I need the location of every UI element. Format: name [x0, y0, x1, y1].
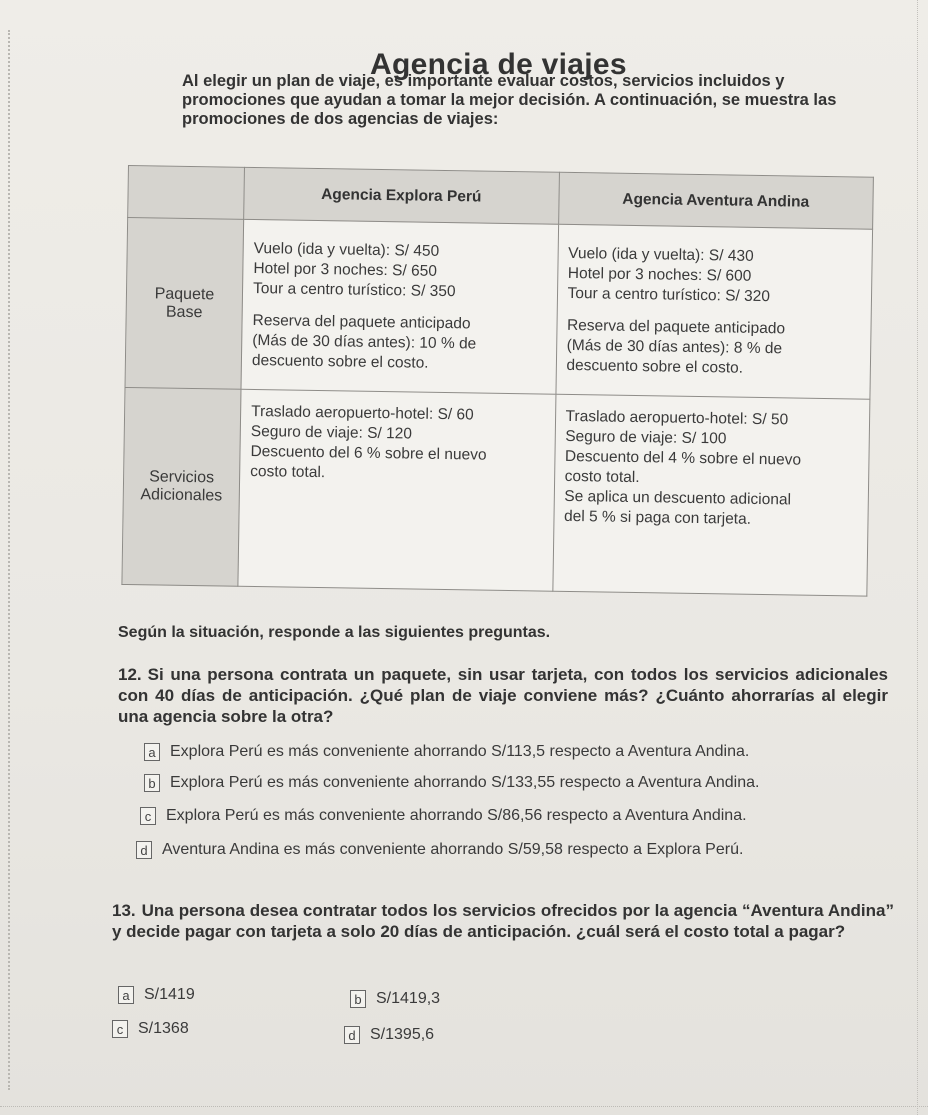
row-label-line: Base [165, 303, 203, 321]
q13-option-b[interactable] [350, 990, 440, 1008]
row-label-line: Servicios [149, 468, 215, 487]
cell-extra-explora [238, 389, 556, 591]
header-empty [128, 166, 245, 220]
option-letter-box: a [118, 986, 134, 1004]
cell-line: Se aplica un descuento adicional [564, 487, 792, 509]
cell-line: del 5 % si paga con tarjeta. [563, 507, 752, 528]
option-letter-box: b [350, 990, 366, 1008]
option-text: Explora Perú es más conveniente ahorrando S/133,55 respecto a Aventura Andina. [170, 774, 760, 791]
question-number: 13. [112, 901, 136, 920]
q12-option-a[interactable] [144, 743, 749, 761]
option-text: Aventura Andina es más conveniente ahorrando S/59,58 respecto a Explora Perú. [162, 841, 744, 858]
option-letter-box: b [144, 774, 160, 792]
cell-line: Vuelo (ida y vuelta): S/ 450 [253, 239, 440, 260]
cell-line: Traslado aeropuerto-hotel: S/ 60 [251, 402, 474, 424]
q12-option-c[interactable] [140, 807, 747, 825]
cell-line: Reserva del paquete anticipado [566, 316, 786, 337]
option-letter-box: a [144, 743, 160, 761]
cell-line: (Más de 30 días antes): 8 % de [566, 336, 783, 357]
comparison-table [121, 165, 874, 597]
cell-paragraph [564, 407, 859, 532]
cell-line: Seguro de viaje: S/ 100 [565, 427, 727, 448]
cell-line: Descuento del 6 % sobre el nuevo [250, 442, 487, 464]
row-label-line: Adicionales [140, 486, 223, 505]
comparison-table-wrapper [121, 165, 874, 597]
question-text: Una persona desea contratar todos los servicios ofrecidos por la agencia “Aventura Andina” y decide pagar con tarjeta a solo 20 días de anticipación. ¿cuál será el costo total a pagar? [112, 901, 894, 941]
q13-option-c[interactable] [112, 1020, 189, 1038]
cell-base-explora [241, 219, 558, 394]
row-label-line: Paquete [154, 284, 215, 303]
cell-line: Vuelo (ida y vuelta): S/ 430 [568, 244, 754, 265]
q13-option-a[interactable] [118, 986, 195, 1004]
option-text: S/1419 [144, 986, 195, 1003]
option-letter-box: c [140, 807, 156, 825]
option-letter-box: c [112, 1020, 128, 1038]
row-label-extra [122, 387, 241, 586]
cell-line: costo total. [250, 462, 326, 482]
cell-line: descuento sobre el costo. [566, 356, 744, 377]
cell-line: Seguro de viaje: S/ 120 [250, 422, 413, 443]
row-label-base [125, 218, 244, 390]
cell-line: Hotel por 3 noches: S/ 600 [567, 264, 752, 285]
option-text: S/1419,3 [376, 990, 441, 1007]
cell-line: Traslado aeropuerto-hotel: S/ 50 [565, 407, 789, 429]
q12-option-d[interactable] [136, 841, 743, 859]
margin-dotted-line [8, 30, 10, 1090]
question-number: 12. [118, 665, 142, 684]
cell-extra-andina [552, 394, 870, 596]
header-explora: Agencia Explora Perú [244, 167, 559, 224]
option-text: Explora Perú es más conveniente ahorrando S/86,56 respecto a Aventura Andina. [166, 807, 747, 824]
cell-line: Hotel por 3 noches: S/ 650 [253, 259, 438, 280]
question-13 [112, 900, 894, 942]
bottom-dotted-line [0, 1106, 928, 1107]
cell-line: Reserva del paquete anticipado [252, 311, 471, 332]
cell-paragraph [250, 402, 545, 487]
question-text: Si una persona contrata un paquete, sin usar tarjeta, con todos los servicios adicionales con 40 días de anticipación. ¿Qué plan de viaje conviene más? ¿Cuánto ahorrarías al elegir una agencia sobre la otra? [118, 665, 888, 726]
cell-paragraph [253, 238, 547, 303]
q12-option-b[interactable] [144, 774, 759, 792]
table-row-base [125, 218, 873, 400]
page-title: Agencia de viajes [370, 48, 627, 81]
right-dotted-line [917, 0, 918, 1115]
cell-paragraph [566, 315, 860, 380]
cell-paragraph [567, 243, 861, 308]
q13-option-d[interactable] [344, 1026, 434, 1044]
table-row-extra [122, 387, 870, 596]
cell-base-andina [555, 224, 872, 399]
intro-paragraph: Al elegir un plan de viaje, es importante evaluar costos, servicios incluidos y promociones que ayudan a tomar la mejor decisión. A continuación, se muestra las promociones de dos agencias de viajes: [182, 72, 837, 128]
option-letter-box: d [344, 1026, 360, 1044]
cell-line: descuento sobre el costo. [251, 351, 429, 372]
cell-line: Descuento del 4 % sobre el nuevo [564, 447, 802, 469]
option-text: Explora Perú es más conveniente ahorrando S/113,5 respecto a Aventura Andina. [170, 743, 750, 760]
cell-paragraph [252, 310, 546, 375]
option-letter-box: d [136, 841, 152, 859]
option-text: S/1368 [138, 1020, 189, 1037]
header-andina: Agencia Aventura Andina [558, 172, 873, 229]
cell-line: Tour a centro turístico: S/ 320 [567, 284, 771, 305]
option-text: S/1395,6 [370, 1026, 435, 1043]
questions-intro: Según la situación, responde a las siguientes preguntas. [118, 624, 551, 641]
cell-line: (Más de 30 días antes): 10 % de [252, 331, 477, 352]
cell-line: Tour a centro turístico: S/ 350 [252, 279, 456, 300]
cell-line: costo total. [564, 467, 640, 487]
question-12 [118, 664, 888, 727]
